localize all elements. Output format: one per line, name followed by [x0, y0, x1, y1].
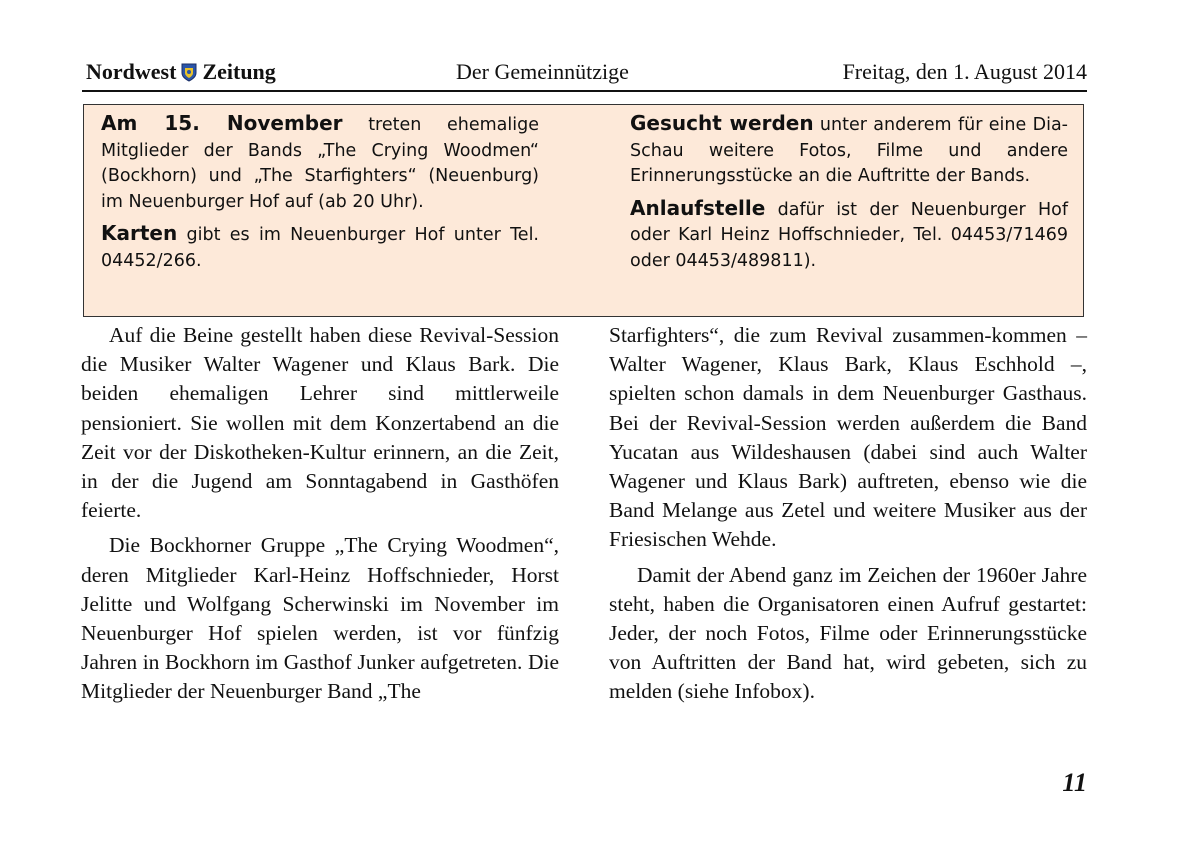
section-title: Der Gemeinnützige — [456, 59, 629, 84]
page-header — [82, 58, 1087, 88]
article-right-column — [609, 321, 1087, 713]
page-number: 11 — [1062, 768, 1087, 797]
info-box — [83, 104, 1084, 317]
info-box-left-column — [101, 111, 539, 280]
info-paragraph — [630, 196, 1068, 275]
info-text: gibt es im Neuenburger Hof unter Tel. 04452/266. — [101, 225, 539, 271]
info-text: unter anderem für eine Dia-Schau weitere Fotos, Filme und andere Erinnerungsstücke an die Auftritte der Bands. — [630, 115, 1068, 186]
info-text: dafür ist der Neuenburger Hof oder Karl Heinz Hoffschnieder, Tel. 04453/71469 oder 04453/489811). — [630, 199, 1068, 271]
info-lead: Am 15. November — [101, 111, 343, 135]
info-text: treten ehemalige Mitglieder der Bands „The Crying Woodmen“ (Bockhorn) und „The Starfighters“ (Neuenburg) im Neuenburger Hof auf (ab 20 Uhr). — [101, 115, 539, 212]
issue-date: Freitag, den 1. August 2014 — [842, 59, 1087, 84]
info-lead: Anlaufstelle — [630, 195, 766, 220]
masthead-nordwest: Nordwest — [86, 59, 177, 84]
article-left-column — [81, 321, 559, 713]
info-lead: Gesucht werden — [630, 111, 814, 135]
info-paragraph — [101, 111, 539, 215]
masthead-zeitung: Zeitung — [202, 59, 276, 84]
article-paragraph: Die Bockhorner Gruppe „The Crying Woodmen“, deren Mitglieder Karl-Heinz Hoffschnieder, Horst Jelitte und Wolfgang Scherwinski im November im Neuenburger Hof spielen werden, ist vor fünfzig Jahren in Bockhorn im Gasthof Junker aufgetreten. Die Mitglieder der Neuenburger Band „The — [81, 533, 559, 704]
article-paragraph: Auf die Beine gestellt haben diese Revival-Session die Musiker Walter Wagener und Klaus Bark. Die beiden ehemaligen Lehrer sind mittlerweile pensioniert. Sie wollen mit dem Konzertabend an die Zeit vor der Diskotheken-Kultur erinnern, an die Zeit, in der die Jugend am Sonntagabend in Gasthöfen feierte. — [81, 323, 559, 523]
info-lead: Karten — [101, 221, 178, 245]
crest-icon — [181, 63, 197, 82]
info-box-right-column — [630, 111, 1068, 280]
info-paragraph — [101, 221, 539, 274]
header-rule — [82, 90, 1087, 92]
newspaper-masthead — [86, 59, 276, 85]
article-paragraph: Starfighters“, die zum Revival zusammen-kommen – Walter Wagener, Klaus Bark, Klaus Eschhold –, spielten schon damals in dem Neuenburger Gasthaus. Bei der Revival-Session werden außerdem die Band Yucatan aus Wildeshausen (dabei sind auch Walter Wagener und Klaus Bark) auftreten, ebenso wie die Band Melange aus Zetel und weitere Musiker aus der Friesischen Wehde. — [609, 323, 1087, 552]
info-paragraph — [630, 111, 1068, 190]
article-paragraph: Damit der Abend ganz im Zeichen der 1960er Jahre steht, haben die Organisatoren einen Aufruf gestartet: Jeder, der noch Fotos, Filme oder Erinnerungsstücke von Auftritten der Band hat, wird gebeten, sich zu melden (siehe Infobox). — [609, 562, 1087, 704]
